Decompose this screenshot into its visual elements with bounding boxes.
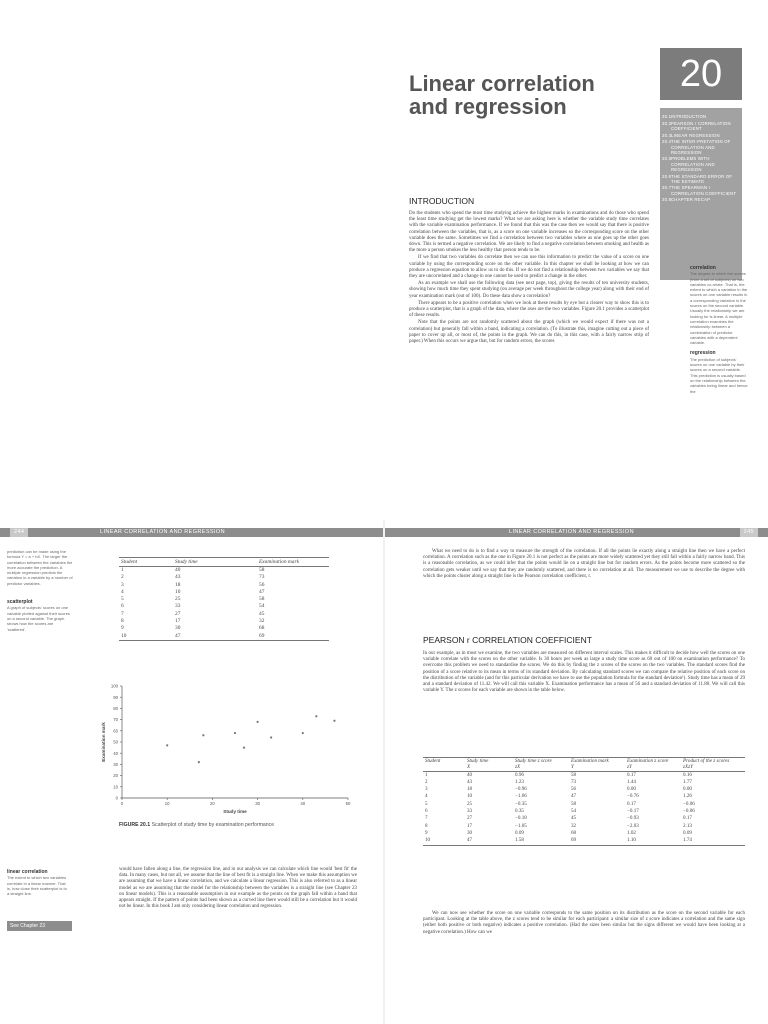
toc-item-number: 20.5: [662, 156, 672, 162]
glossary-term-scatterplot: scatterplot: [7, 599, 33, 606]
table-row: [423, 793, 745, 800]
right-para-2: In our example, as in most we examine, the two variables are measured on different interval scales. This makes it difficult to decide how well the scores on one variable correlate with the scores on the other variable. Is 30 hours per week as large a study time score as 60 out of 100 on examination performance? To overcome this problem we need to standardise the scores. We do this by finding the z scores of the scores on the two variables. The standard scores find the position of a score relative to its mean in terms of its standard deviation. By calculating standard scores we can compare the relative position of each score on the distribution of the variable (and for this particular derivation we have to use the population formula for the standard deviation¹). Study time has a mean of 29 and a standard deviation of 11.42. We will call this variable X. Examination performance has a mean of 56 and a standard deviation of 11.80. We will call this variable Y. The z scores for each variable are shown in the table below.: [423, 651, 745, 694]
z-sym-4: zY: [625, 764, 681, 771]
table-cell: −0.18: [515, 815, 527, 822]
table-cell: 2: [121, 574, 124, 581]
y-tick-label: 90: [113, 694, 118, 700]
chapter-number: 20: [660, 48, 742, 100]
table-row: [119, 567, 329, 575]
z-score-table: [423, 757, 745, 846]
x-tick-label: 0: [120, 801, 124, 806]
table-cell: 56: [571, 786, 577, 793]
table-cell: 25: [175, 596, 181, 603]
table-cell: 1.77: [683, 778, 692, 785]
y-tick-label: 40: [113, 750, 118, 756]
table-row: [423, 771, 745, 779]
table-cell: 1: [425, 771, 428, 778]
table-cell: 40: [175, 567, 181, 573]
table-cell: 6: [425, 808, 428, 815]
running-head-left: LINEAR CORRELATION AND REGRESSION: [100, 529, 225, 535]
table-cell: 0.96: [515, 771, 524, 778]
table-cell: 0.00: [627, 786, 636, 793]
margin-glossary-linear: [7, 870, 69, 896]
x-tick-label: 20: [210, 801, 215, 806]
table-row: [423, 830, 745, 837]
x-tick-label: 50: [345, 801, 351, 806]
table-cell: 56: [259, 581, 265, 588]
y-tick-label: 30: [113, 762, 118, 767]
table-cell: −0.06: [683, 800, 695, 807]
table-cell: 73: [259, 574, 265, 581]
toc-item: [660, 133, 742, 138]
table-row: [119, 611, 329, 618]
toc-item-label: LINEAR REGRESSION: [671, 132, 720, 138]
intro-para-4: There appears to be a positive correlation when we look at these results by eye but a clearer way to show this is to produce a scatterplot, that is a graph of the data, where the axes are the two variables. Figure 20.1 provides a scatterplot of these results.: [409, 300, 649, 319]
table-row: [119, 582, 329, 589]
table-cell: −0.76: [627, 793, 639, 800]
table-row: [119, 633, 329, 641]
z-col-exam-mark: Examination mark: [569, 758, 625, 765]
table-cell: 30: [467, 829, 473, 836]
table-cell: 6: [121, 603, 124, 610]
z-sym-2: zX: [513, 764, 569, 771]
glossary-term-linear-correlation: linear correlation: [7, 869, 48, 875]
intro-para-3: As an example we shall use the following data (see next page, top), giving the results of ten university students, showing how much time they spent studying (on average per week throughout the college year) along with their end of year examination mark (out of 100). Do these data show a correlation?: [409, 281, 649, 299]
toc-item: [660, 139, 742, 155]
data-point: [198, 761, 200, 763]
table-cell: 0.09: [683, 829, 692, 836]
z-col-exam-z: Examination z score: [625, 758, 681, 765]
table-cell: 3: [121, 581, 124, 588]
margin-notes-left: [7, 549, 73, 632]
table-cell: 5: [425, 800, 428, 807]
table-row: [423, 808, 745, 815]
table-row: [119, 589, 329, 596]
table-cell: 25: [467, 800, 473, 807]
running-head-right: LINEAR CORRELATION AND REGRESSION: [509, 529, 634, 535]
glossary-def-linear-correlation: The extent to which two variables correlate in a linear manner. That is, how close their scatterplot is to a straight line.: [7, 875, 67, 897]
table-cell: 7: [425, 815, 428, 822]
table-cell: 0.17: [683, 815, 692, 822]
table-cell: 17: [175, 618, 181, 625]
toc-item-number: 20.1: [662, 114, 672, 119]
table-cell: 10: [467, 793, 473, 800]
table-cell: 40: [467, 771, 473, 778]
toc-item-number: 20.8: [662, 197, 672, 203]
toc-item-label: THE INTER-PRETATION OF CORRELATION AND REGRESSION: [671, 139, 731, 155]
glossary-term-regression: regression: [690, 350, 716, 357]
margin-text-regression-cont: prediction can be made using the formula Y = a + bX. The larger the correlation between the variables the more accurate the prediction. A multiple regression predicts the variation in a variable by a number of predictor variables.: [7, 549, 73, 586]
toc-item: [660, 174, 742, 184]
y-tick-label: 10: [113, 784, 118, 790]
right-body-pearson: [423, 651, 745, 695]
figure-caption-text: Scatterplot of study time by examination performance: [151, 822, 275, 828]
table-row: [423, 801, 745, 808]
z-col-study-time: Study time: [465, 758, 513, 765]
toc-item: [660, 121, 742, 131]
table-cell: 1: [121, 567, 124, 573]
table-row: [423, 837, 745, 845]
table-cell: 69: [569, 837, 625, 845]
z-sym-3: Y: [569, 764, 625, 771]
table-cell: 33: [467, 808, 473, 815]
table-cell: 1.23: [515, 778, 524, 785]
y-axis-label: Examination mark: [101, 722, 106, 762]
table-cell: 0.09: [515, 829, 524, 836]
table-cell: 2.13: [683, 822, 692, 829]
table-cell: −1.66: [515, 793, 527, 800]
toc-item-label: PEARSON r CORRELATION COEFFICIENT: [671, 120, 731, 131]
toc-item-label: CHAPTER RECAP: [671, 197, 711, 203]
table-row: [423, 815, 745, 822]
glossary-def-regression: The prediction of subjects' scores on one variable by their scores on a second variable. This prediction is usually based on the relationship between the variables being linear and hence the: [690, 356, 748, 394]
table-cell: 2: [425, 778, 428, 785]
table-cell: 43: [175, 574, 181, 581]
table-cell: 47: [173, 633, 257, 641]
toc-item-label: THE SPEARMAN r CORRELATION COEFFICIENT: [671, 185, 737, 196]
table-cell: 58: [571, 771, 577, 778]
table-cell: 47: [465, 837, 513, 845]
data-point: [243, 747, 245, 749]
data-point: [202, 734, 204, 736]
toc-item-number: 20.2: [662, 120, 672, 126]
x-tick-label: 10: [164, 801, 170, 806]
figure-caption: [119, 822, 274, 828]
running-head-band-right: [384, 528, 768, 537]
table-cell: 10: [423, 837, 465, 845]
table-cell: 4: [425, 793, 428, 800]
table-cell: 8: [121, 618, 124, 625]
table-cell: 27: [467, 815, 473, 822]
x-tick-label: 30: [255, 801, 260, 806]
table-cell: 0.17: [627, 771, 636, 778]
glossary-term-correlation: correlation: [690, 265, 716, 271]
margin-glossary-top: [690, 266, 748, 394]
y-tick-label: 20: [113, 773, 118, 779]
y-tick-label: 50: [113, 739, 118, 745]
glossary-def-correlation: The degree to which the scores (from a set of subjects) on two variables co-relate. That is, the extent to which a variation in the scores on one variable results in a corresponding variation in the scores on the second variable. Usually the relationship we are looking for is linear. A multiple correlation examines the relationship between a combination of predictor variables with a dependent variable.: [690, 271, 748, 346]
z-col-study-z: Study time z score: [513, 758, 569, 765]
data-point: [270, 736, 272, 738]
left-bottom-body: [119, 867, 357, 911]
table-cell: 32: [259, 618, 265, 625]
table-cell: 45: [259, 610, 265, 617]
table-cell: 47: [571, 793, 577, 800]
x-tick-label: 40: [300, 801, 306, 806]
see-chapter-tag: See Chapter 23: [7, 921, 72, 931]
right-body-bottom: [423, 911, 745, 937]
table-cell: 68: [571, 829, 577, 836]
chapter-title: [409, 72, 639, 118]
intro-para-5: Note that the points are not randomly scattered about the graph (which we would expect if there was not a correlation) but generally fall within a band, indicating a correlation. (To illustrate this, imagine cutting out a piece of paper to cover up all, or most of, the points in the graph. We can do this, in this case, with a fairly narrow strip of paper.) When this occurs we argue that, but for random errors, the scores: [409, 320, 649, 345]
table-cell: 0.17: [627, 800, 636, 807]
toc-item-number: 20.3: [662, 132, 672, 138]
data-point: [234, 732, 236, 734]
col-header-student: Student: [119, 558, 173, 567]
x-axis-label: Study time: [223, 809, 247, 814]
chapter-title-line-1: Linear correlation: [409, 71, 595, 96]
toc-item-label: INTRODUCTION: [671, 114, 707, 119]
right-para-3: We can now see whether the score on one variable corresponds to the same position on its distribution as the score on the second variable for each participant. Looking at the table above, the z scores tend to be similar for each participant: a similar size of z score indicates a correlation and the same sign (either both positive or both negative) indicates a positive correlation. (Had the sizes been similar but the signs different we would have been looking at a negative correlation.) How can we: [423, 911, 745, 935]
table-cell: 1.26: [683, 793, 692, 800]
table-cell: 1.74: [681, 837, 745, 845]
page-gutter: [383, 520, 385, 1024]
page-number-right: 245: [740, 528, 758, 537]
table-row: [423, 779, 745, 786]
table-cell: 1.10: [625, 837, 681, 845]
table-cell: −0.17: [627, 808, 639, 815]
study-data-table: [119, 557, 329, 641]
table-header-row: [119, 558, 329, 567]
table-row: [423, 786, 745, 793]
running-head-band-left: [0, 528, 384, 537]
table-cell: 47: [259, 588, 265, 595]
table-cell: 68: [259, 625, 265, 632]
y-tick-label: 100: [110, 683, 118, 689]
scatterplot-chart: [80, 680, 370, 820]
page-number-left: 244: [10, 528, 28, 537]
table-cell: 18: [175, 581, 181, 588]
intro-para-1: Do the students who spend the most time studying achieve the highest marks in examinations and do those who spend the least time studying get the lowest marks? What we are asking here is whether the variable study time correlates with the variable examination performance. If we found that this was the case then we would say that there is positive correlation between the variables, that is, as a score on one variable increases so the corresponding score on the other variable does the same. Sometimes we find a correlation between two variables where as one goes up the other goes down. This is termed a negative correlation. We are likely to find a negative correlation between smoking and health as the more a person smokes the less healthy that person tends to be.: [409, 211, 649, 254]
figure-label: FIGURE 20.1: [119, 822, 151, 828]
toc-item-number: 20.6: [662, 173, 672, 179]
col-header-study-time: Study time: [173, 558, 257, 567]
z-sym-1: X: [465, 764, 513, 771]
table-cell: 7: [121, 610, 124, 617]
table-cell: 1.58: [513, 837, 569, 845]
chapter-contents-box: [660, 108, 742, 280]
left-bottom-para: would have fallen along a line, the regression line, and in our analysis we can calculate which line would 'best fit' the data. In many cases, but not all, we assume that the line of best fit is a straight line. When we make this assumption we are assuming that we have a linear correlation, and we calculate a linear regression. This is also referred to as a linear model as we are assuming that the model for the relationship between the variables is a straight line (see Chapter 23 on linear models). This is a reasonable assumption in our example as the points on the graph fall within a band that appears straight. If the pattern of points had been shown as a curved line there would still be a correlation but it would not be linear. In this book I am only considering linear correlation and regression.: [119, 867, 357, 910]
table-cell: 73: [571, 778, 577, 785]
z-table-symbol-row: [423, 764, 745, 771]
table-cell: 9: [121, 625, 124, 632]
table-cell: −0.96: [515, 786, 527, 793]
chapter-title-line-2: and regression: [409, 94, 567, 119]
table-cell: 3: [425, 786, 428, 793]
table-cell: 33: [175, 603, 181, 610]
table-cell: 54: [571, 808, 577, 815]
table-row: [119, 574, 329, 581]
table-cell: 10: [175, 588, 181, 595]
table-row: [119, 618, 329, 625]
table-cell: −0.35: [515, 800, 527, 807]
table-cell: 4: [121, 588, 124, 595]
table-cell: 58: [259, 596, 265, 603]
table-cell: 27: [175, 610, 181, 617]
table-cell: −2.03: [627, 822, 639, 829]
table-cell: 58: [571, 800, 577, 807]
data-point: [166, 744, 168, 746]
table-cell: 0.00: [683, 786, 692, 793]
toc-item-label: THE STANDARD ERROR OF THE ESTIMATE: [671, 173, 733, 184]
z-sym-5: zXzY: [681, 764, 745, 771]
glossary-def-scatterplot: A graph of subjects' scores on one variable plotted against their scores on a second variable. The graph shows how the scores are 'scattered'.: [7, 605, 70, 632]
table-cell: 5: [121, 596, 124, 603]
table-cell: 18: [467, 786, 473, 793]
table-cell: 45: [571, 815, 577, 822]
z-sym-0: [423, 764, 465, 771]
z-col-student: Student: [423, 758, 465, 765]
y-tick-label: 60: [113, 728, 118, 734]
z-col-product: Product of the z scores: [681, 758, 745, 765]
intro-para-2: If we find that two variables do correlate then we can use this information to predict the value of a score on one variable by using the corresponding score on the other variable. In this chapter we shall be looking at how we can produce a regression equation to allow us to do this. If we do not find a relationship between two variables we say that they are uncorrelated and a change in one cannot be used to predict a change in the other.: [409, 255, 649, 280]
data-point: [315, 715, 317, 717]
table-cell: 8: [425, 822, 428, 829]
y-tick-label: 80: [113, 706, 118, 711]
table-row: [119, 603, 329, 610]
table-cell: 32: [571, 822, 577, 829]
intro-heading: INTRODUCTION: [409, 196, 475, 206]
data-point: [333, 720, 335, 722]
table-cell: 10: [119, 633, 173, 641]
table-cell: 69: [257, 633, 329, 641]
y-tick-label: 0: [115, 795, 118, 801]
table-cell: 43: [467, 778, 473, 785]
data-point: [302, 732, 304, 734]
table-cell: 17: [467, 822, 473, 829]
table-cell: 1.44: [627, 778, 636, 785]
table-row: [119, 596, 329, 603]
table-cell: −0.06: [683, 808, 695, 815]
table-cell: 54: [259, 603, 265, 610]
table-cell: −0.93: [627, 815, 639, 822]
table-cell: 0.35: [515, 808, 524, 815]
toc-item: [660, 197, 742, 202]
toc-item-number: 20.4: [662, 139, 672, 145]
toc-item: [660, 156, 742, 172]
table-cell: 1.02: [627, 829, 636, 836]
col-header-exam-mark: Examination mark: [257, 558, 329, 567]
toc-item: [660, 185, 742, 195]
toc-item-label: PROBLEMS WITH CORRELATION AND REGRESSION: [671, 156, 715, 172]
table-cell: 30: [175, 625, 181, 632]
table-cell: 58: [259, 567, 265, 573]
table-cell: 9: [425, 829, 428, 836]
y-tick-label: 70: [113, 717, 118, 723]
right-para-1: What we need to do is to find a way to measure the strength of the correlation. If all the points lie exactly along a straight line then we have a perfect correlation. A correlation such as the one in Figure 20.1 is not perfect as the points are more widely scattered yet they still fall within a fairly narrow band. This is a reasonable correlation, as we could infer that the points would lie on a straight line but for random errors. As the points become more scattered so the correlation gets weaker until we say that they are randomly scattered, and there is no correlation at all. The measurement we use to describe the degree with which the points cluster along a straight line is the Pearson correlation coefficient, r.: [423, 549, 745, 579]
pearson-heading: PEARSON r CORRELATION COEFFICIENT: [423, 635, 592, 645]
table-cell: 0.16: [683, 771, 692, 778]
intro-body: [409, 211, 649, 346]
table-cell: −1.05: [515, 822, 527, 829]
table-row: [119, 625, 329, 632]
z-table-header-row: [423, 758, 745, 765]
right-body-top: [423, 549, 745, 581]
data-point: [257, 721, 259, 723]
table-row: [423, 823, 745, 830]
toc-item: [660, 114, 742, 119]
toc-item-number: 20.7: [662, 185, 672, 191]
